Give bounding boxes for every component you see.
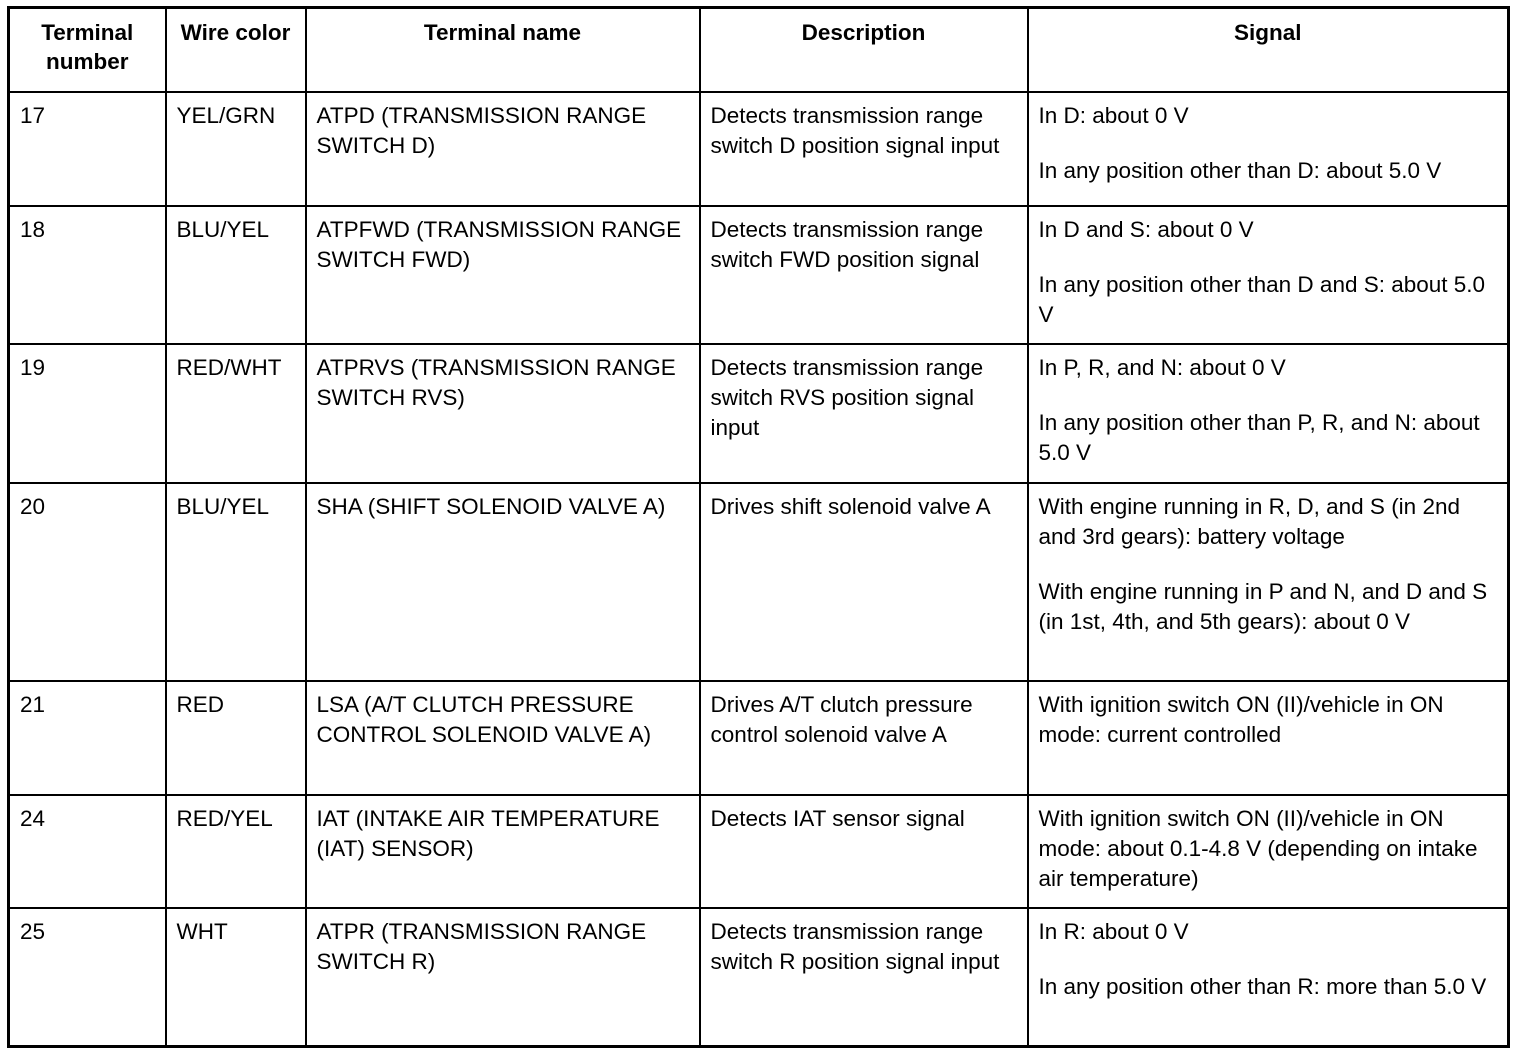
header-terminal-name: Terminal name — [306, 8, 700, 93]
terminal-number-cell: 18 — [9, 206, 166, 344]
description-cell: Detects transmission range switch R position signal input — [700, 908, 1028, 1046]
terminal-table — [7, 6, 1510, 1048]
terminal-name-cell: ATPD (TRANSMISSION RANGE SWITCH D) — [306, 92, 700, 206]
table-row — [9, 483, 1509, 681]
description-cell: Drives A/T clutch pressure control solenoid valve A — [700, 681, 1028, 795]
header-description: Description — [700, 8, 1028, 93]
table-row — [9, 908, 1509, 1046]
table-row — [9, 92, 1509, 206]
signal-line: With engine running in R, D, and S (in 2nd and 3rd gears): battery voltage — [1038, 494, 1460, 549]
terminal-number-cell: 17 — [9, 92, 166, 206]
signal-line: In any position other than D: about 5.0 V — [1038, 158, 1442, 183]
table-row — [9, 681, 1509, 795]
description-cell: Detects transmission range switch D position signal input — [700, 92, 1028, 206]
wire-color-cell: BLU/YEL — [166, 483, 306, 681]
terminal-name-cell: ATPFWD (TRANSMISSION RANGE SWITCH FWD) — [306, 206, 700, 344]
signal-line: In R: about 0 V — [1038, 919, 1189, 944]
signal-line: With ignition switch ON (II)/vehicle in ON mode: current controlled — [1038, 692, 1444, 747]
signal-cell — [1028, 908, 1509, 1046]
wire-color-cell: RED/YEL — [166, 795, 306, 908]
signal-cell — [1028, 344, 1509, 483]
wire-color-cell: WHT — [166, 908, 306, 1046]
signal-line: With engine running in P and N, and D and S (in 1st, 4th, and 5th gears): about 0 V — [1038, 579, 1488, 634]
header-terminal-number: Terminal number — [9, 8, 166, 93]
description-cell: Detects transmission range switch FWD position signal — [700, 206, 1028, 344]
table-row — [9, 344, 1509, 483]
signal-line: In any position other than P, R, and N: about 5.0 V — [1038, 410, 1480, 465]
description-cell: Detects transmission range switch RVS position signal input — [700, 344, 1028, 483]
signal-cell — [1028, 681, 1509, 795]
signal-line: In D and S: about 0 V — [1038, 217, 1254, 242]
signal-line: In D: about 0 V — [1038, 103, 1189, 128]
terminal-number-cell: 20 — [9, 483, 166, 681]
terminal-name-cell: LSA (A/T CLUTCH PRESSURE CONTROL SOLENOID VALVE A) — [306, 681, 700, 795]
signal-cell — [1028, 206, 1509, 344]
description-cell: Detects IAT sensor signal — [700, 795, 1028, 908]
signal-line: In any position other than R: more than 5.0 V — [1038, 974, 1487, 999]
terminal-name-cell: ATPRVS (TRANSMISSION RANGE SWITCH RVS) — [306, 344, 700, 483]
terminal-number-cell: 24 — [9, 795, 166, 908]
signal-cell — [1028, 795, 1509, 908]
table-row — [9, 206, 1509, 344]
signal-line: In P, R, and N: about 0 V — [1038, 355, 1286, 380]
wire-color-cell: RED — [166, 681, 306, 795]
header-row — [9, 8, 1509, 93]
wire-color-cell: RED/WHT — [166, 344, 306, 483]
terminal-name-cell: SHA (SHIFT SOLENOID VALVE A) — [306, 483, 700, 681]
header-wire-color: Wire color — [166, 8, 306, 93]
terminal-name-cell: IAT (INTAKE AIR TEMPERATURE (IAT) SENSOR) — [306, 795, 700, 908]
wire-color-cell: BLU/YEL — [166, 206, 306, 344]
terminal-number-cell: 19 — [9, 344, 166, 483]
header-signal: Signal — [1028, 8, 1509, 93]
terminal-number-cell: 21 — [9, 681, 166, 795]
terminal-name-cell: ATPR (TRANSMISSION RANGE SWITCH R) — [306, 908, 700, 1046]
signal-cell — [1028, 92, 1509, 206]
signal-line: In any position other than D and S: about 5.0 V — [1038, 272, 1486, 327]
signal-cell — [1028, 483, 1509, 681]
signal-line: With ignition switch ON (II)/vehicle in ON mode: about 0.1-4.8 V (depending on intake air temperature) — [1038, 806, 1478, 891]
table-row — [9, 795, 1509, 908]
description-cell: Drives shift solenoid valve A — [700, 483, 1028, 681]
wire-color-cell: YEL/GRN — [166, 92, 306, 206]
terminal-number-cell: 25 — [9, 908, 166, 1046]
